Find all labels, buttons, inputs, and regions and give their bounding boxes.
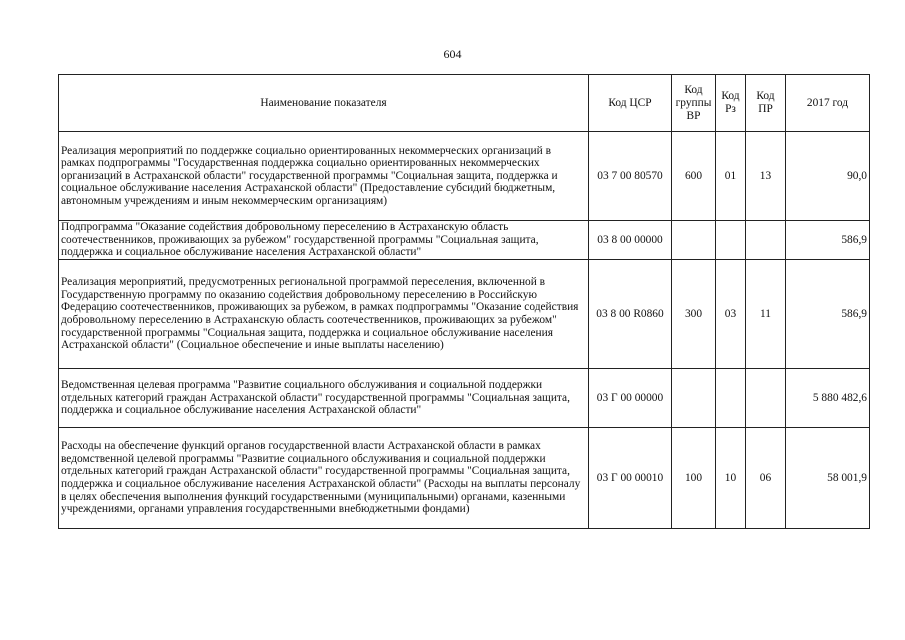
table-header-row: [59, 75, 870, 132]
cell-vr: 300: [672, 260, 716, 369]
header-rz: Код Рз: [716, 75, 746, 132]
page-number: 604: [443, 47, 462, 61]
cell-amount: 586,9: [786, 221, 870, 260]
cell-pr: 11: [746, 260, 786, 369]
cell-amount: 90,0: [786, 132, 870, 221]
table-row: [59, 428, 870, 529]
header-name: Наименование показателя: [59, 75, 589, 132]
cell-name: Реализация мероприятий, предусмотренных региональной программой переселения, включенной в Государственную программу по оказанию содействия добровольному переселению в Российскую Федерацию соотечественников, проживающих за рубежом, в рамках подпрограммы "Оказание содействия добровольному переселению в Астраханскую область соотечественников, проживающих за рубежом" государственной программы "Социальная защита, поддержка и социальное обслуживание населения Астраханской области" (Социальное обеспечение и иные выплаты населению): [59, 260, 589, 369]
header-vr: Код группы ВР: [672, 75, 716, 132]
cell-rz: [716, 221, 746, 260]
cell-amount: 5 880 482,6: [786, 369, 870, 428]
cell-vr: 600: [672, 132, 716, 221]
header-csr: Код ЦСР: [589, 75, 672, 132]
cell-amount: 58 001,9: [786, 428, 870, 529]
cell-rz: 01: [716, 132, 746, 221]
cell-amount: 586,9: [786, 260, 870, 369]
cell-csr: 03 8 00 R0860: [589, 260, 672, 369]
table-row: [59, 260, 870, 369]
budget-table: [58, 74, 870, 529]
table-row: [59, 369, 870, 428]
cell-pr: [746, 369, 786, 428]
cell-vr: [672, 221, 716, 260]
cell-name: Подпрограмма "Оказание содействия добровольному переселению в Астраханскую область соотечественников, проживающих за рубежом" государственной программы "Социальная защита, поддержка и социальное обслуживание населения Астраханской области": [59, 221, 589, 260]
cell-vr: [672, 369, 716, 428]
header-pr: Код ПР: [746, 75, 786, 132]
cell-rz: 03: [716, 260, 746, 369]
cell-csr: 03 8 00 00000: [589, 221, 672, 260]
cell-vr: 100: [672, 428, 716, 529]
table-row: [59, 221, 870, 260]
cell-name: Расходы на обеспечение функций органов государственной власти Астраханской области в рамках ведомственной целевой программы "Развитие социального обслуживания и социальной поддержки отдельных категорий граждан Астраханской области" государственной программы "Социальная защита, поддержка и социальное обслуживание населения Астраханской области" (Расходы на выплаты персоналу в целях обеспечения выполнения функций государственными (муниципальными) органами, казенными учреждениями, органами управления государственными внебюджетными фондами): [59, 428, 589, 529]
cell-pr: 06: [746, 428, 786, 529]
cell-pr: 13: [746, 132, 786, 221]
cell-rz: [716, 369, 746, 428]
cell-csr: 03 7 00 80570: [589, 132, 672, 221]
header-year: 2017 год: [786, 75, 870, 132]
cell-name: Реализация мероприятий по поддержке социально ориентированных некоммерческих организаций в рамках подпрограммы "Государственная поддержка социально ориентированных некоммерческих организаций в Астраханской области" государственной программы "Социальная защита, поддержка и социальное обслуживание населения Астраханской области" (Предоставление субсидий бюджетным, автономным учреждениям и иным некоммерческим организациям): [59, 132, 589, 221]
cell-csr: 03 Г 00 00000: [589, 369, 672, 428]
cell-rz: 10: [716, 428, 746, 529]
cell-name: Ведомственная целевая программа "Развитие социального обслуживания и социальной поддержки отдельных категорий граждан Астраханской области" государственной программы "Социальная защита, поддержка и социальное обслуживание населения Астраханской области": [59, 369, 589, 428]
cell-pr: [746, 221, 786, 260]
table-row: [59, 132, 870, 221]
cell-csr: 03 Г 00 00010: [589, 428, 672, 529]
